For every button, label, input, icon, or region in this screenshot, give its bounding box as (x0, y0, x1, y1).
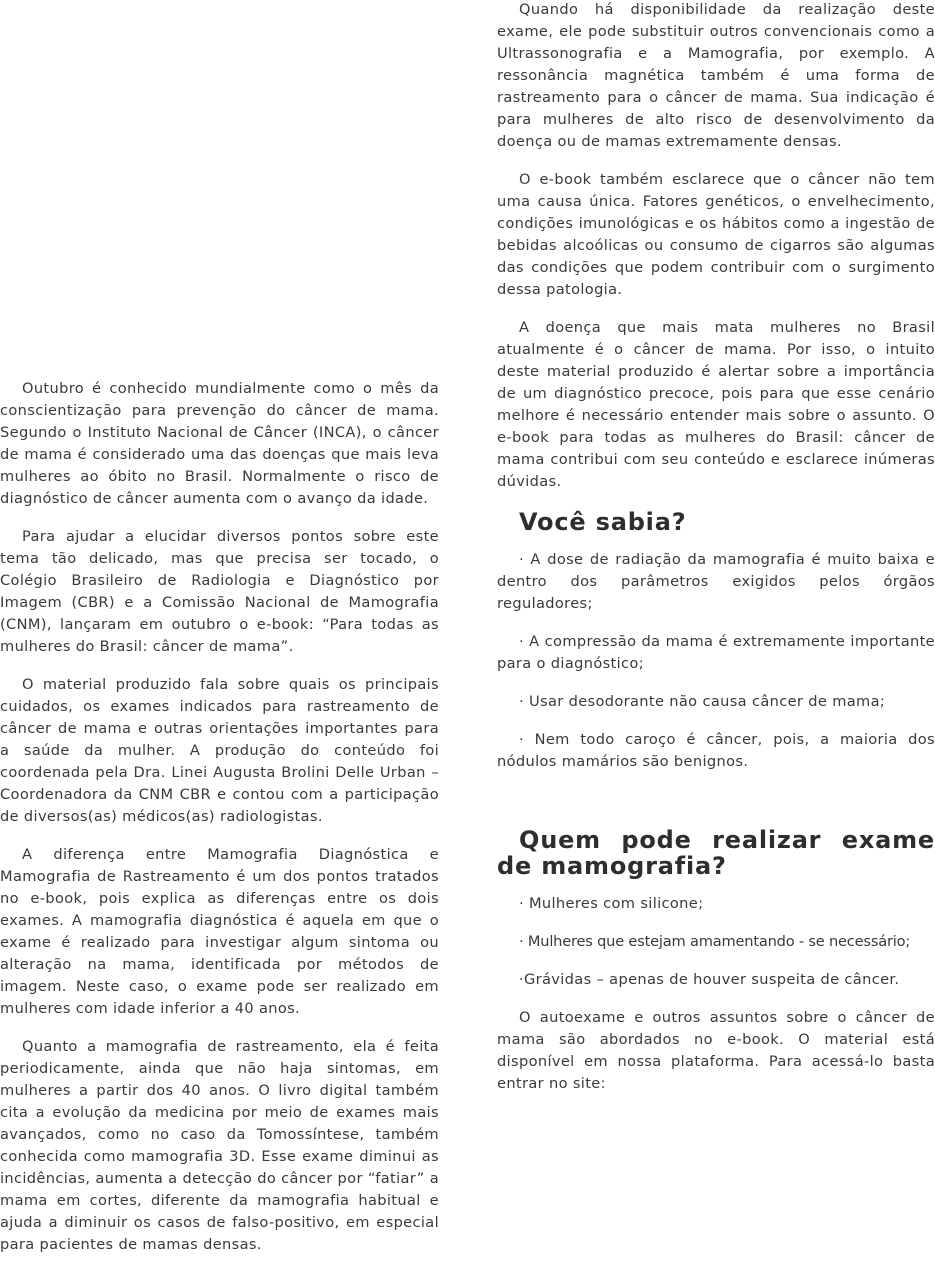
list-item-radiacao: · A dose de radiação da mamografia é muito baixa e dentro dos parâmetros exigidos pelos órgãos reguladores; (497, 551, 935, 612)
paragraph-material: O material produzido fala sobre quais os principais cuidados, os exames indicados para rastreamento de câncer de mama e outras orientações importantes para a saúde da mulher. A produção do conteúdo foi coordenada pela Dra. Linei Augusta Brolini Delle Urban – Coordenadora da CNM CBR e contou com a participação de diversos(as) médicos(as) radiologistas. (0, 676, 439, 825)
left-column (0, 378, 439, 1272)
list-item-compressao: · A compressão da mama é extremamente importante para o diagnóstico; (497, 633, 935, 672)
list-item-silicone: · Mulheres com silicone; (519, 895, 704, 912)
paragraph-autoexame: O autoexame e outros assuntos sobre o câncer de mama são abordados no e-book. O material está disponível em nossa plataforma. Para acessá-lo basta entrar no site: (497, 1009, 935, 1092)
heading-quem-pode: Quem pode realizar exame de mamografia? (497, 826, 935, 880)
paragraph-rastreamento: Quanto a mamografia de rastreamento, ela é feita periodicamente, ainda que não haja sintomas, em mulheres a partir dos 40 anos. O livro digital também cita a evolução da medicina por meio de exames mais avançados, como no caso da Tomossíntese, também conhecida como mamografia 3D. Esse exame diminui as incidências, aumenta a detecção do câncer por “fatiar” a mama em cortes, diferente da mamografia habitual e ajuda a diminuir os casos de falso-positivo, em especial para pacientes de mamas densas. (0, 1038, 439, 1253)
paragraph-outubro: Outubro é conhecido mundialmente como o mês da conscientização para prevenção do câncer de mama. Segundo o Instituto Nacional de Câncer (INCA), o câncer de mama é considerado uma das doenças que mais leva mulheres ao óbito no Brasil. Normalmente o risco de diagnóstico de câncer aumenta com o avanço da idade. (0, 380, 439, 507)
paragraph-disponibilidade: Quando há disponibilidade da realização deste exame, ele pode substituir outros convencionais como a Ultrassonografia e a Mamografia, por exemplo. A ressonância magnética também é uma forma de rastreamento para o câncer de mama. Sua indicação é para mulheres de alto risco de desenvolvimento da doença ou de mamas extremamente densas. (497, 1, 935, 150)
right-column (497, 0, 935, 1111)
paragraph-cbr-ebook: Para ajudar a elucidar diversos pontos sobre este tema tão delicado, mas que precisa ser tocado, o Colégio Brasileiro de Radiologia e Diagnóstico por Imagem (CBR) e a Comissão Nacional de Mamografia (CNM), lançaram em outubro o e-book: “Para todas as mulheres do Brasil: câncer de mama”. (0, 528, 439, 655)
heading-voce-sabia: Você sabia? (519, 508, 687, 536)
paragraph-causa: O e-book também esclarece que o câncer não tem uma causa única. Fatores genéticos, o envelhecimento, condições imunológicas e os hábitos como a ingestão de bebidas alcoólicas ou consumo de cigarros são algumas das condições que podem contribuir com o surgimento dessa patologia. (497, 171, 935, 298)
list-item-amamentando: · Mulheres que estejam amamentando - se necessário; (519, 933, 911, 950)
list-item-caroco: · Nem todo caroço é câncer, pois, a maioria dos nódulos mamários são benignos. (497, 731, 935, 770)
list-item-desodorante: · Usar desodorante não causa câncer de mama; (519, 693, 886, 710)
paragraph-diferenca: A diferença entre Mamografia Diagnóstica e Mamografia de Rastreamento é um dos pontos tratados no e-book, pois explica as diferenças entre os dois exames. A mamografia diagnóstica é aquela em que o exame é realizado para investigar algum sintoma ou alteração na mama, identificada por métodos de imagem. Neste caso, o exame pode ser realizado em mulheres com idade inferior a 40 anos. (0, 846, 439, 1017)
paragraph-doenca: A doença que mais mata mulheres no Brasil atualmente é o câncer de mama. Por isso, o intuito deste material produzido é alertar sobre a importância de um diagnóstico precoce, pois para que esse cenário melhore é necessário entender mais sobre o assunto. O e-book para todas as mulheres do Brasil: câncer de mama contribui com seu conteúdo e esclarece inúmeras dúvidas. (497, 319, 935, 490)
list-item-gravidas: ·Grávidas – apenas de houver suspeita de câncer. (519, 971, 900, 988)
